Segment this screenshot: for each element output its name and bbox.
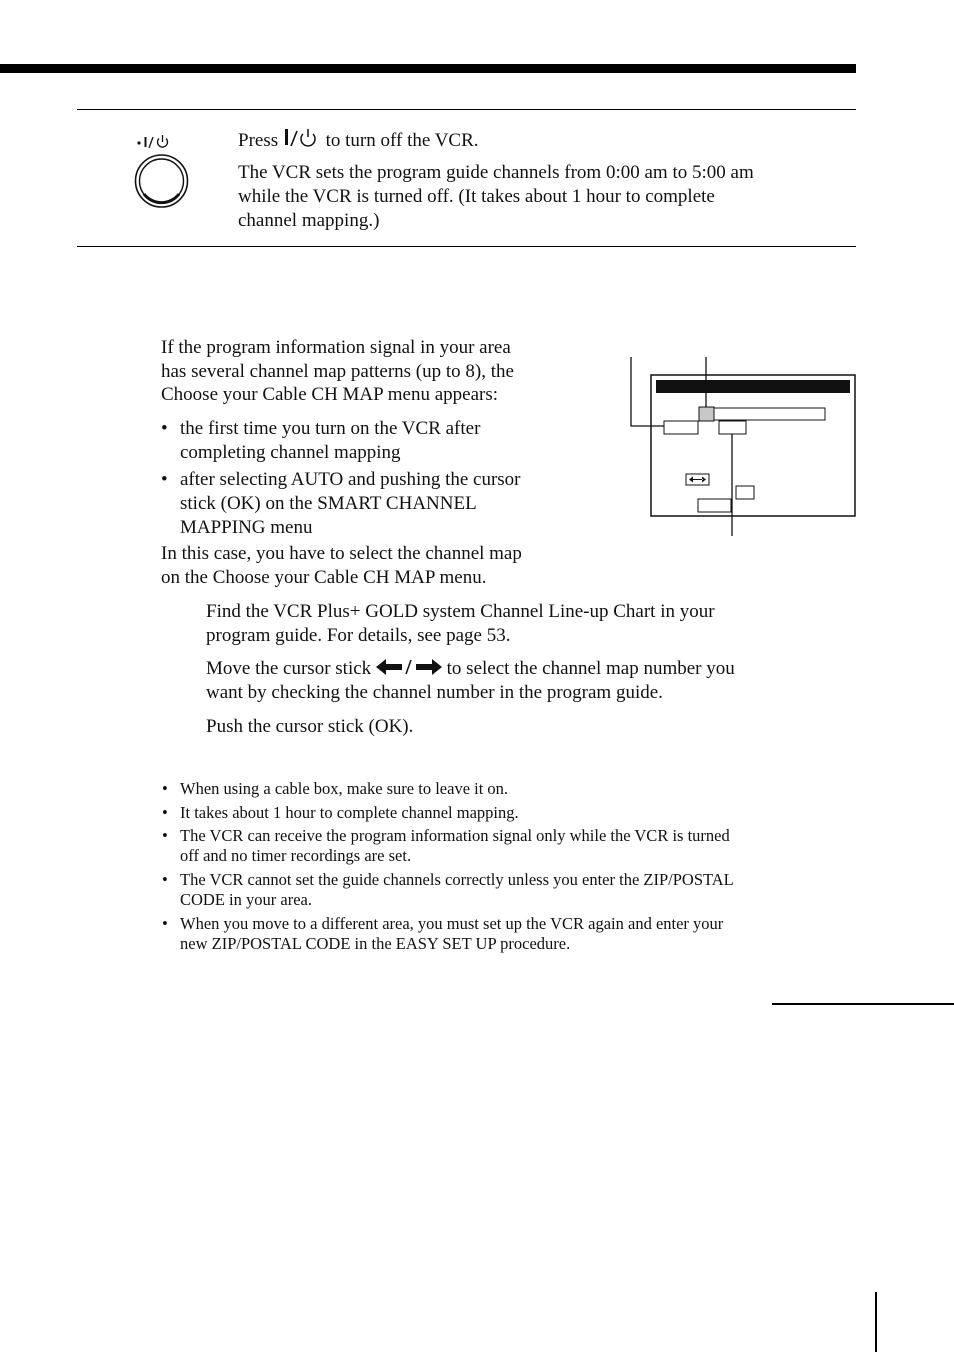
intro-bullet-2 bbox=[161, 468, 601, 540]
bullet-dot: • bbox=[161, 418, 168, 439]
step-find-line-2: program guide. For details, see page 53. bbox=[206, 625, 511, 646]
bullet-dot: • bbox=[162, 779, 168, 798]
bullet-text: completing channel mapping bbox=[180, 442, 401, 463]
cable-ch-map-menu-illustration bbox=[628, 352, 860, 538]
press-prefix: Press bbox=[238, 130, 279, 151]
menu-field-right bbox=[719, 421, 746, 434]
step-bottom-rule bbox=[77, 246, 856, 247]
bullet-dot: • bbox=[162, 826, 168, 845]
step-move-line-1 bbox=[206, 657, 735, 681]
power-description-line-3: channel mapping.) bbox=[238, 210, 380, 231]
step-push: Push the cursor stick (OK). bbox=[206, 716, 414, 737]
bullet-text: the first time you turn on the VCR after bbox=[180, 418, 481, 439]
power-description-line-2: while the VCR is turned off. (It takes about 1 hour to complete bbox=[238, 186, 715, 207]
note-text: It takes about 1 hour to complete channel mapping. bbox=[180, 803, 519, 822]
step-find-line-1: Find the VCR Plus+ GOLD system Channel Line-up Chart in your bbox=[206, 601, 715, 622]
press-suffix: to turn off the VCR. bbox=[325, 130, 479, 151]
intro-line-2: has several channel map patterns (up to 8), the bbox=[161, 361, 514, 382]
menu-selected-cell bbox=[699, 407, 714, 421]
bullet-dot: • bbox=[162, 870, 168, 889]
note-text: The VCR can receive the program information signal only while the VCR is turned bbox=[180, 826, 730, 845]
move-prefix: Move the cursor stick bbox=[206, 658, 372, 679]
bullet-dot: • bbox=[162, 914, 168, 933]
note-text: When using a cable box, make sure to leave it on. bbox=[180, 779, 509, 798]
note-text: off and no timer recordings are set. bbox=[180, 846, 412, 865]
note-text: CODE in your area. bbox=[180, 890, 312, 909]
menu-small-box bbox=[736, 486, 754, 499]
bullet-text: MAPPING menu bbox=[180, 517, 313, 538]
note-item-5 bbox=[162, 914, 862, 954]
note-item-3 bbox=[162, 826, 862, 866]
left-right-arrows-icon bbox=[376, 658, 442, 676]
top-thick-rule bbox=[0, 64, 856, 73]
menu-bottom-field bbox=[698, 499, 731, 512]
press-power-instruction bbox=[238, 128, 479, 153]
power-description-line-1: The VCR sets the program guide channels from 0:00 am to 5:00 am bbox=[238, 162, 754, 183]
bullet-text: after selecting AUTO and pushing the cursor bbox=[180, 469, 521, 490]
intro-bullet-1 bbox=[161, 417, 601, 465]
menu-title-bar bbox=[656, 380, 850, 393]
note-item-1 bbox=[162, 779, 862, 799]
after-bullets-line-2: on the Choose your Cable CH MAP menu. bbox=[161, 567, 487, 588]
note-text: The VCR cannot set the guide channels correctly unless you enter the ZIP/POSTAL bbox=[180, 870, 734, 889]
power-symbol-icon bbox=[283, 128, 321, 148]
move-suffix: to select the channel map number you bbox=[446, 658, 735, 679]
intro-line-3: Choose your Cable CH MAP menu appears: bbox=[161, 384, 499, 405]
power-button-icon bbox=[130, 132, 192, 212]
bullet-text: stick (OK) on the SMART CHANNEL bbox=[180, 493, 477, 514]
note-item-4 bbox=[162, 870, 862, 910]
note-item-2 bbox=[162, 803, 862, 823]
bullet-dot: • bbox=[162, 803, 168, 822]
after-bullets-line-1: In this case, you have to select the channel map bbox=[161, 543, 522, 564]
step-move-line-2: want by checking the channel number in the program guide. bbox=[206, 682, 663, 703]
menu-field-long bbox=[714, 408, 825, 420]
menu-field-left bbox=[664, 421, 698, 434]
bullet-dot: • bbox=[161, 469, 168, 490]
intro-line-1: If the program information signal in your area bbox=[161, 337, 511, 358]
page-edge-rule bbox=[875, 1292, 877, 1352]
step-top-rule bbox=[77, 109, 856, 110]
note-text: When you move to a different area, you must set up the VCR again and enter your bbox=[180, 914, 724, 933]
note-text: new ZIP/POSTAL CODE in the EASY SET UP procedure. bbox=[180, 934, 571, 953]
continued-rule bbox=[772, 1003, 954, 1005]
